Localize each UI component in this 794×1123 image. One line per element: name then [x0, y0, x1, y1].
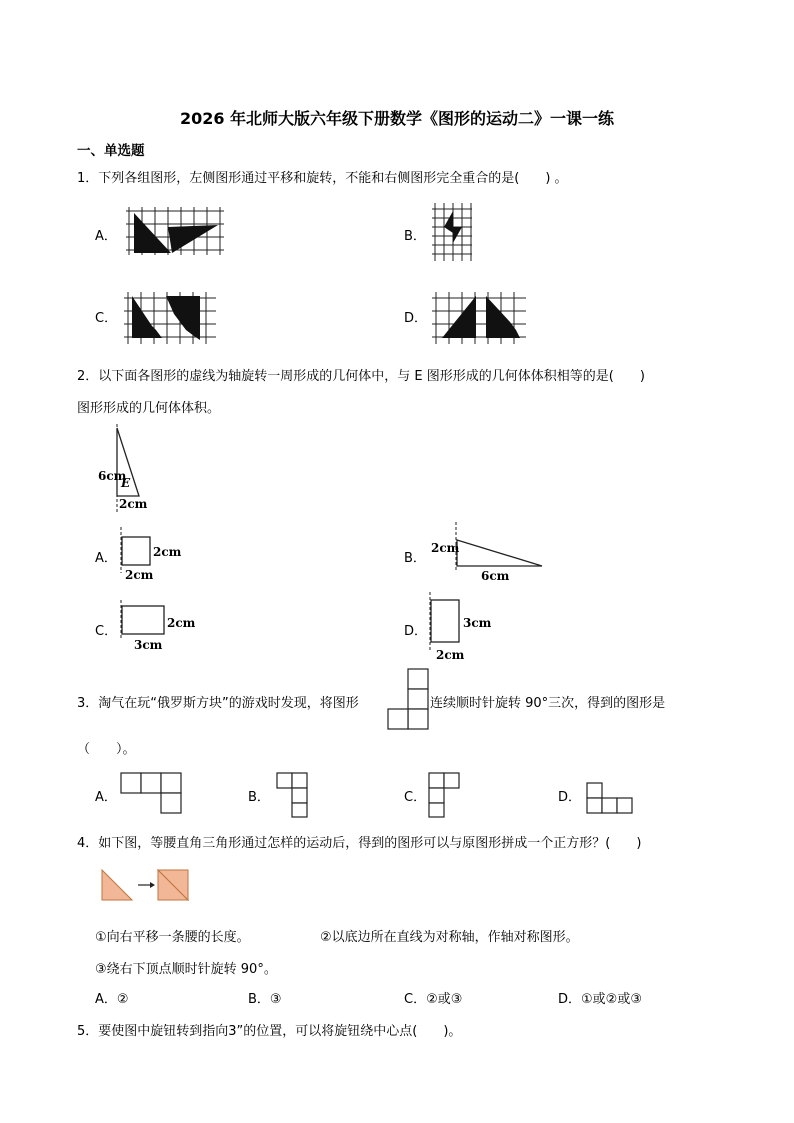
q2-option-b-figure	[452, 520, 546, 572]
q2-option-c-bottom-label: 3cm	[134, 638, 163, 652]
q2-figure-e-name-label: E	[121, 476, 131, 490]
q4-option-a: A．②	[95, 992, 129, 1007]
q3-option-c-figure	[428, 772, 462, 818]
q1-option-d-figure	[432, 292, 526, 344]
question-3-text-before: 3．淘气在玩“俄罗斯方块”的游戏时发现，将图形	[77, 696, 359, 711]
q1-option-b-label: B．	[404, 229, 426, 244]
page-title: 2026 年北师大版六年级下册数学《图形的运动二》一课一练	[179, 109, 615, 128]
section-heading: 一、单选题	[77, 143, 145, 159]
q2-option-d-side-label: 3cm	[463, 616, 492, 630]
question-2-text-line1: 2．以下面各图形的虚线为轴旋转一周形成的几何体中，与 E 图形形成的几何体体积相等的是( )	[77, 369, 645, 384]
q2-option-c-label: C．	[95, 624, 118, 639]
q1-option-c-label: C．	[95, 311, 118, 326]
question-1-text: 1．下列各组图形，左侧图形通过平移和旋转，不能和右侧图形完全重合的是( ) 。	[77, 171, 568, 186]
q2-option-b-label: B．	[404, 551, 426, 566]
q2-option-a-side-label: 2cm	[153, 545, 182, 559]
question-4-text: 4．如下图，等腰直角三角形通过怎样的运动后，得到的图形可以与原图形拼成一个正方形？( )	[77, 836, 642, 851]
question-3-text-line2: （ ）。	[77, 742, 136, 757]
question-5-text: 5．要使图中旋钮转到指向3”的位置，可以将旋钮绕中心点( )。	[77, 1024, 462, 1039]
q2-figure-e-height-label: 6cm	[98, 469, 127, 483]
q3-option-b-label: B．	[248, 790, 270, 805]
q4-option-b: B．③	[248, 992, 282, 1007]
q3-tetromino-figure	[387, 668, 429, 730]
q3-option-b-figure	[276, 772, 310, 818]
q2-option-b-side-label: 2cm	[431, 541, 460, 555]
q2-option-d-label: D．	[404, 624, 428, 639]
q3-option-c-label: C．	[404, 790, 427, 805]
q2-option-b-bottom-label: 6cm	[481, 569, 510, 583]
q1-option-a-label: A．	[95, 229, 117, 244]
q2-option-a-bottom-label: 2cm	[125, 568, 154, 582]
question-2-text-line2: 图形形成的几何体体积。	[77, 401, 221, 416]
q4-statement-3: ③绕右下顶点顺时针旋转 90°。	[95, 962, 277, 977]
q4-option-d: D．①或②或③	[558, 992, 642, 1007]
q2-option-a-label: A．	[95, 551, 117, 566]
q3-option-d-label: D．	[558, 790, 582, 805]
q1-option-d-label: D．	[404, 311, 428, 326]
q4-original-triangle	[102, 870, 132, 900]
q1-option-c-figure	[124, 292, 216, 344]
q2-option-d-bottom-label: 2cm	[436, 648, 465, 662]
q1-option-a-figure	[126, 205, 224, 257]
q4-option-c: C．②或③	[404, 992, 463, 1007]
q3-option-d-figure	[586, 782, 636, 814]
q4-statement-2: ②以底边所在直线为对称轴，作轴对称图形。	[320, 930, 579, 945]
q4-statement-1: ①向右平移一条腰的长度。	[95, 930, 250, 945]
question-3-text-after: 连续顺时针旋转 90°三次，得到的图形是	[430, 696, 666, 711]
q3-option-a-figure	[120, 772, 182, 814]
q2-option-c-side-label: 2cm	[167, 616, 196, 630]
q2-option-c-figure	[116, 598, 168, 640]
q2-figure-e-base-label: 2cm	[119, 497, 148, 511]
q4-transform-figure	[100, 868, 192, 904]
q2-option-d-figure	[425, 590, 465, 652]
q3-option-a-label: A．	[95, 790, 117, 805]
q1-option-b-figure	[432, 203, 472, 261]
